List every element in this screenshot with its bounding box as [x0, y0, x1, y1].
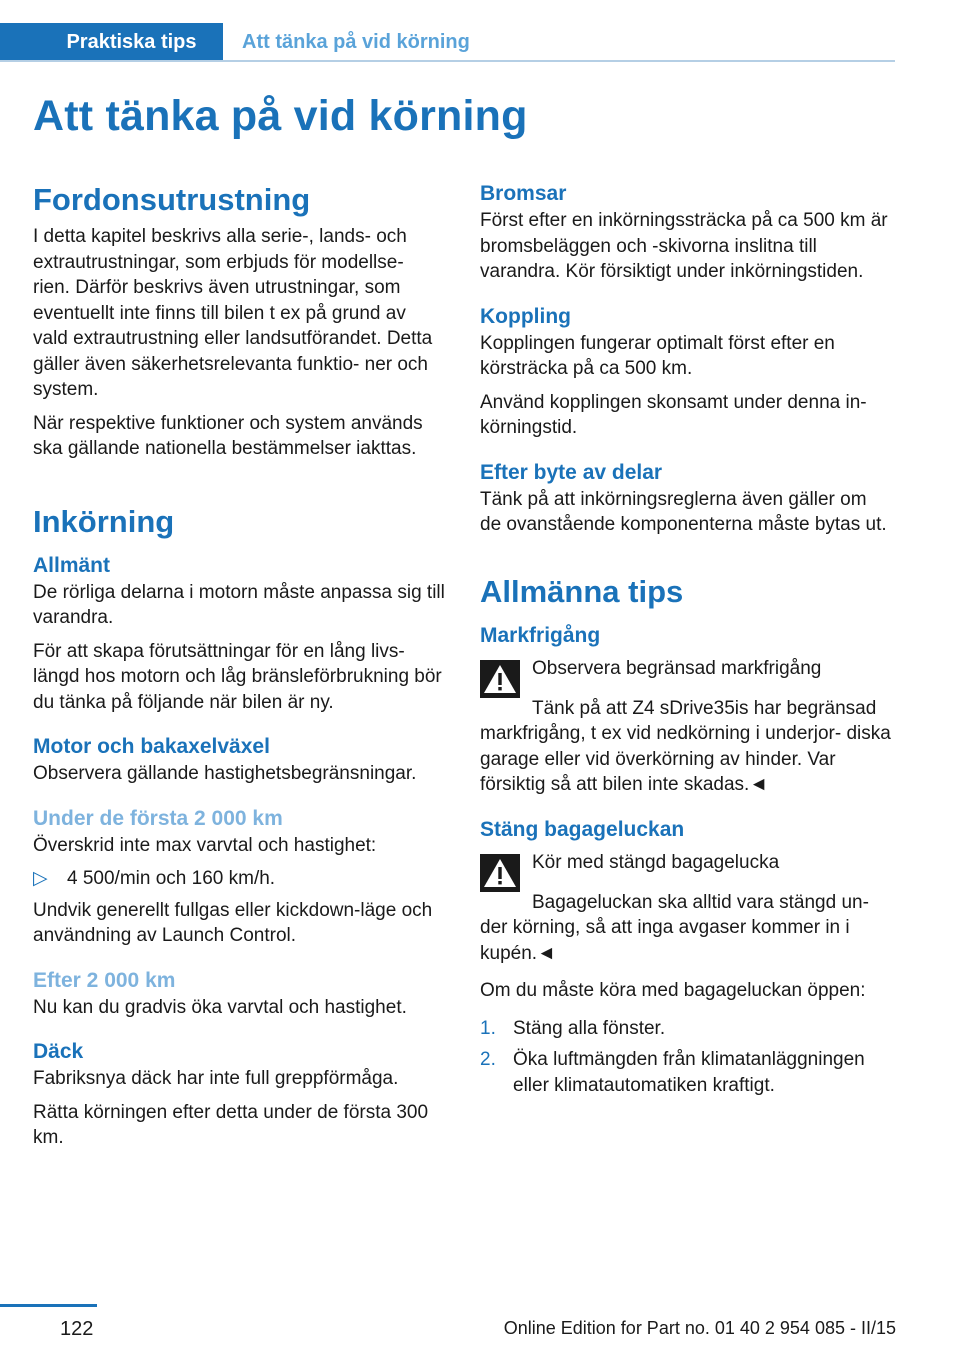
- step-text: Stäng alla fönster.: [513, 1017, 666, 1039]
- tab-praktiska-tips[interactable]: Praktiska tips: [0, 23, 223, 61]
- markfrigang-warning-body: Tänk på att Z4 sDrive35is har begränsad markfrigång, t ex vid nedkörning i underjor- diska garage eller vid överkörning av hinder. Var försiktig så att bilen inte skadas.◄: [480, 697, 891, 795]
- list-item: [480, 1047, 892, 1098]
- warning-triangle-icon: [480, 660, 520, 698]
- section-allmanna-tips-title: Allmänna tips: [480, 573, 684, 609]
- footer-divider: [0, 1304, 97, 1307]
- list-item: [480, 1016, 892, 1042]
- step-number: 1.: [480, 1017, 496, 1039]
- triangle-bullet-icon: ▷: [33, 868, 48, 889]
- step-text: Öka luftmängden från klimatanläggningen eller klimatautomatiken kraftigt.: [513, 1049, 865, 1096]
- fordonsutrustning-paragraph-2: När respektive funktioner och system används ska gällande nationella bestämmelser iakttas.: [33, 412, 423, 459]
- forsta-2000-list: [33, 866, 445, 892]
- koppling-title: Koppling: [480, 304, 571, 328]
- section-inkorning-title: Inkörning: [33, 503, 175, 539]
- dack-paragraph-2: Rätta körningen efter detta under de första 300 km.: [33, 1101, 429, 1148]
- header-bar: [0, 0, 960, 62]
- right-column: [480, 180, 892, 1104]
- byte-av-delar-title: Efter byte av delar: [480, 460, 663, 484]
- markfrigang-warning: [480, 656, 892, 698]
- bagagelucka-paragraph: Om du måste köra med bagageluckan öppen:: [480, 980, 866, 1001]
- markfrigang-warning-heading: Observera begränsad markfrigång: [532, 657, 822, 679]
- step-number: 2.: [480, 1049, 496, 1070]
- efter-2000-title: Efter 2 000 km: [33, 968, 176, 992]
- forsta-2000-paragraph-2: Undvik generellt fullgas eller kickdown-läge och användning av Launch Control.: [33, 899, 433, 946]
- efter-2000-paragraph: Nu kan du gradvis öka varvtal och hastighet.: [33, 996, 407, 1018]
- koppling-paragraph-1: Kopplingen fungerar optimalt först efter en körsträcka på ca 500 km.: [480, 332, 835, 379]
- dack-paragraph-1: Fabriksnya däck har inte full greppförmåga.: [33, 1068, 399, 1089]
- bromsar-title: Bromsar: [480, 182, 567, 205]
- page-title: Att tänka på vid körning: [33, 92, 528, 140]
- bagagelucka-warning-heading: Kör med stängd bagagelucka: [532, 851, 780, 873]
- motor-title: Motor och bakaxelväxel: [33, 735, 270, 758]
- markfrigang-title: Markfrigång: [480, 623, 601, 647]
- fordonsutrustning-paragraph-1: I detta kapitel beskrivs alla serie-, lands- och extrautrustningar, som erbjuds för modellse- rien. Därför beskrivs även utrustningar, som eventuellt inte finns till bilen t ex på grund av vald extrautrustning eller landsutförandet. Detta gäller även säkerhetsrelevanta funktio- ner och system.: [33, 226, 433, 400]
- byte-av-delar-paragraph: Tänk på att inkörningsreglerna även gäller om de ovanstående komponenterna måste bytas ut.: [480, 488, 887, 535]
- allmant-title: Allmänt: [33, 553, 111, 577]
- bromsar-paragraph: Först efter en inkörningssträcka på ca 500 km är bromsbeläggen och -skivorna inslitna till varandra. Kör försiktigt under inkörningstiden.: [480, 210, 888, 282]
- koppling-paragraph-2: Använd kopplingen skonsamt under denna in- körningstid.: [480, 391, 867, 438]
- allmant-paragraph-2: För att skapa förutsättningar för en lång livs- längd hos motorn och låg bränsleförbrukning bör du tänka på följande när bilen är ny.: [33, 640, 442, 713]
- allmant-paragraph-1: De rörliga delarna i motorn måste anpassa sig till varandra.: [33, 581, 445, 628]
- bagagelucka-title: Stäng bagageluckan: [480, 817, 685, 841]
- tab-att-tanka[interactable]: Att tänka på vid körning: [242, 30, 470, 53]
- header-divider: [0, 60, 895, 62]
- forsta-2000-title: Under de första 2 000 km: [33, 806, 283, 830]
- bagagelucka-warning: [480, 850, 892, 892]
- page-number: 122: [60, 1318, 94, 1340]
- list-item-text: 4 500/min och 160 km/h.: [67, 868, 276, 889]
- section-fordonsutrustning-title: Fordonsutrustning: [33, 182, 311, 217]
- left-column: [33, 180, 445, 1159]
- bagagelucka-warning-body: Bagageluckan ska alltid vara stängd un- der körning, så att inga avgaser kommer in i kupén.◄: [480, 891, 869, 964]
- bagagelucka-steps: [480, 1016, 892, 1099]
- dack-title: Däck: [33, 1040, 84, 1063]
- list-item: [33, 866, 445, 892]
- warning-triangle-icon: [480, 854, 520, 892]
- motor-paragraph: Observera gällande hastighetsbegränsningar.: [33, 763, 417, 784]
- forsta-2000-paragraph: Överskrid inte max varvtal och hastighet:: [33, 834, 377, 856]
- footer-edition-text: Online Edition for Part no. 01 40 2 954 085 - II/15: [503, 1318, 896, 1338]
